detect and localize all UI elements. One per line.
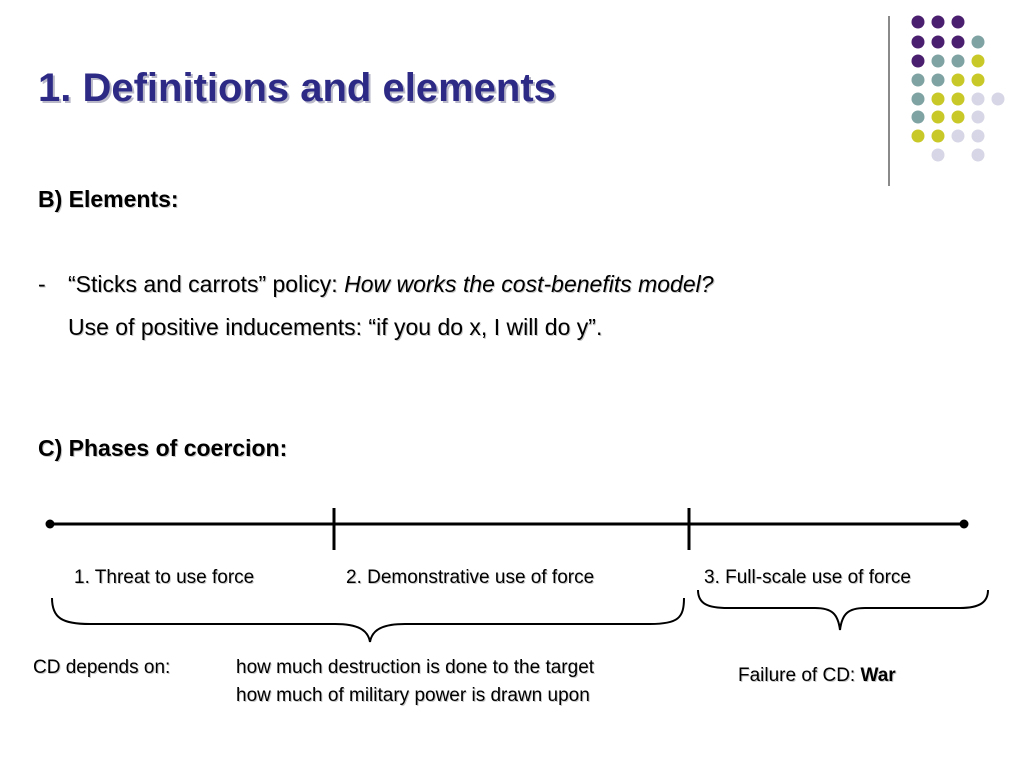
section-c-heading: C) Phases of coercion: [38, 435, 288, 461]
brace-phases-1-2 [52, 598, 684, 642]
bullet-text: “Sticks and carrots” policy: [68, 271, 345, 297]
bullet-dash: - [38, 271, 46, 297]
slide-title: 1. Definitions and elements [38, 66, 556, 110]
bullet-line-2: Use of positive inducements: “if you do x, I will do y”. [68, 314, 603, 340]
cd-depends-line-2: how much of military power is drawn upon [236, 685, 590, 706]
section-b-heading: B) Elements: [38, 186, 179, 212]
cd-depends-label: CD depends on: [33, 657, 171, 678]
phase-2-label: 2. Demonstrative use of force [346, 567, 595, 588]
phase-3-label: 3. Full-scale use of force [704, 567, 911, 588]
failure-of-cd [738, 662, 896, 690]
timeline-start-dot [46, 520, 55, 529]
phase-1-label: 1. Threat to use force [74, 567, 255, 588]
brace-phase-3 [698, 590, 988, 630]
failure-war: War [860, 665, 896, 686]
timeline-end-dot [960, 520, 969, 529]
bullet-italic-question: How works the cost-benefits model? [344, 271, 714, 297]
cd-depends-line-1: how much destruction is done to the target [236, 657, 595, 678]
failure-prefix: Failure of CD: [738, 665, 861, 686]
